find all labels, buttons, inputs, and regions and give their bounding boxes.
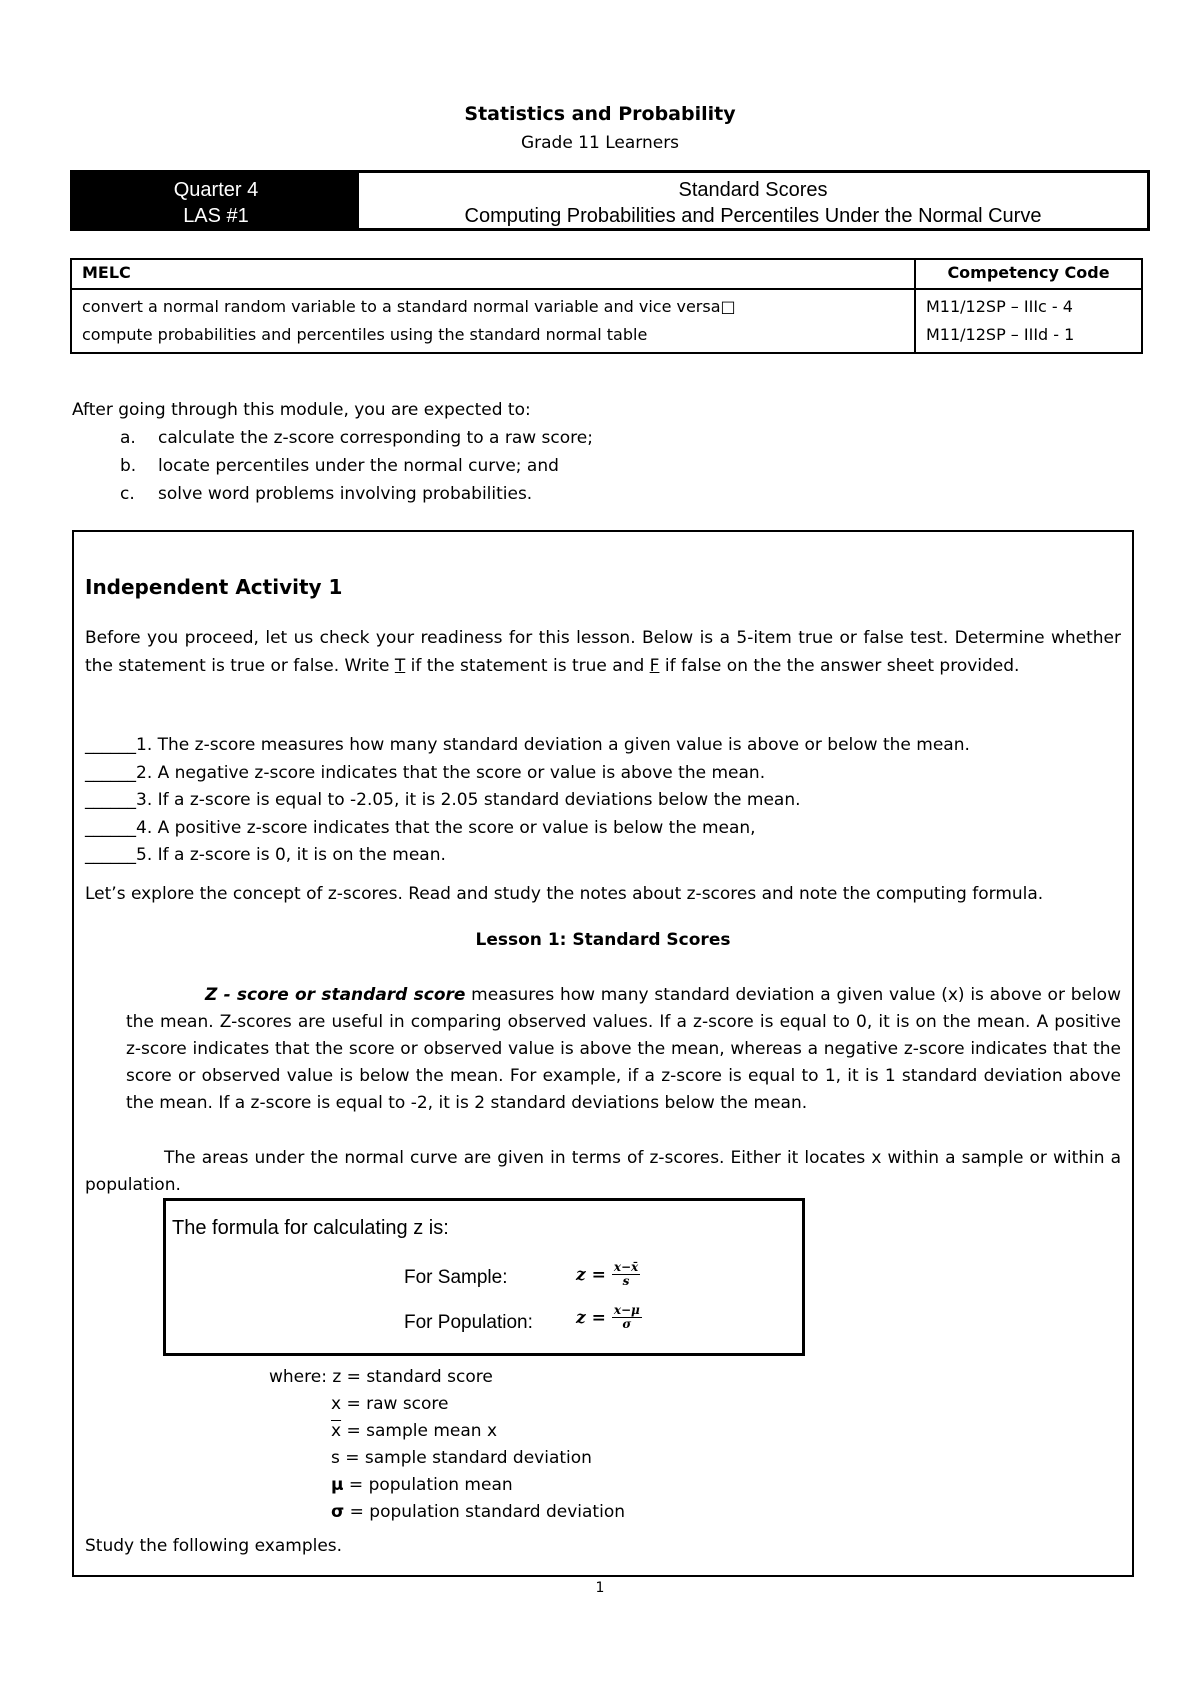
sigma-symbol: σ: [331, 1502, 345, 1522]
competency-code: M11/12SP – IIId - 1: [926, 325, 1075, 344]
zscore-definition: [85, 982, 1121, 1117]
table-header-row: [71, 259, 1142, 289]
instructions-text: if false on the the answer sheet provided.: [659, 656, 1020, 676]
activity-heading: Independent Activity 1: [85, 575, 343, 599]
item-text: 2. A negative z-score indicates that the score or value is above the mean.: [136, 762, 766, 783]
numerator: x−x̄: [613, 1260, 639, 1274]
variable-definitions: [269, 1364, 625, 1526]
answer-blank: ______: [85, 817, 136, 838]
table-row: [71, 289, 1142, 353]
objectives: [72, 396, 593, 508]
denominator: s: [622, 1274, 630, 1288]
definition-z: where: z = standard score: [269, 1367, 493, 1387]
definition-s: s = sample standard deviation: [331, 1448, 592, 1468]
fraction: [612, 1304, 642, 1331]
melc-text: compute probabilities and percentiles using the standard normal table: [82, 325, 648, 344]
answer-blank: ______: [85, 762, 136, 783]
definition-xbar: [269, 1418, 625, 1445]
fraction: [612, 1261, 640, 1288]
list-text: locate percentiles under the normal curve; and: [158, 456, 559, 476]
z-equals: z =: [576, 1307, 606, 1328]
code-cell: [915, 289, 1142, 353]
numerator: x−μ: [613, 1303, 640, 1317]
list-letter: b.: [120, 456, 137, 476]
definition-x: x = raw score: [331, 1394, 449, 1414]
melc-cell: [71, 289, 915, 353]
document-subtitle: Grade 11 Learners: [520, 133, 680, 153]
answer-blank: ______: [85, 735, 136, 755]
list-item: [72, 424, 593, 452]
definition-text: x: [486, 1421, 498, 1441]
mu-symbol: μ: [331, 1475, 344, 1495]
formula-heading: The formula for calculating z is:: [172, 1217, 449, 1239]
item-text: 1. The z-score measures how many standard deviation a given value is above or below the mean.: [136, 735, 970, 755]
sample-formula: [576, 1261, 640, 1288]
xbar-symbol: $\overline{x}$: [331, 1421, 342, 1441]
population-formula: [576, 1304, 642, 1331]
document-title: Statistics and Probability: [464, 103, 736, 125]
banner-quarter-cell: [73, 173, 359, 228]
explore-text: Let’s explore the concept of z-scores. Read and study the notes about z-scores and note the computing formula.: [85, 884, 1044, 904]
z-equals: z =: [576, 1264, 606, 1285]
activity-box: [72, 530, 1134, 1577]
list-letter: c.: [120, 484, 135, 504]
definition-sigma: [269, 1499, 625, 1526]
sample-label: For Sample:: [404, 1267, 508, 1288]
false-letter: F: [649, 656, 660, 676]
instructions-text: Before you proceed, let us check your readiness for this lesson. Below is a 5-item true or false test. Determine whether the statement is true or false. Write: [85, 628, 1121, 676]
list-text: calculate the z-score corresponding to a raw score;: [158, 428, 593, 448]
formula-box: [163, 1198, 805, 1356]
page-number: 1: [595, 1580, 605, 1596]
list-text: solve word problems involving probabilities.: [158, 484, 533, 504]
list-letter: a.: [120, 428, 136, 448]
true-false-list: [85, 732, 970, 870]
definition-text: = population standard deviation: [344, 1502, 625, 1522]
quarter-label: Quarter 4: [173, 179, 259, 201]
list-item: [85, 760, 970, 788]
competency-code-header: Competency Code: [915, 259, 1142, 289]
study-examples-text: Study the following examples.: [85, 1536, 343, 1556]
competency-code: M11/12SP – IIIc - 4: [926, 297, 1073, 316]
banner-topic-cell: [359, 173, 1147, 228]
melc-table: [70, 258, 1143, 354]
list-item: [85, 732, 970, 760]
list-item: [85, 842, 970, 870]
lesson-title: Lesson 1: Standard Scores: [475, 930, 731, 950]
melc-text: convert a normal random variable to a standard normal variable and vice versa□: [82, 297, 736, 316]
activity-instructions: [85, 624, 1121, 680]
lesson-banner: [70, 170, 1150, 231]
answer-blank: ______: [85, 845, 136, 865]
population-label: For Population:: [404, 1312, 533, 1333]
list-item: [85, 815, 970, 843]
definition-text: measures how many standard deviation a given value (x) is above or below the mean. Z-scores are useful in comparing observed values. If a z-score is equal to 0, it is on the mean. A positive z-score indicates that the score or observed value is above the mean, whereas a negative z-score indicates that the score or observed value is below the mean. For example, if a z-score is equal to 1, it is 1 standard deviation above the mean. If a z-score is equal to -2, it is 2 standard deviations below the mean.: [126, 985, 1121, 1113]
instructions-text: if the statement is true and: [405, 656, 650, 676]
areas-paragraph: The areas under the normal curve are given in terms of z-scores. Either it locates x within a sample or within a population.: [85, 1148, 1121, 1195]
denominator: σ: [622, 1317, 632, 1331]
definition-mu: [269, 1472, 625, 1499]
item-text: 5. If a z-score is 0, it is on the mean.: [136, 845, 446, 865]
subtopic-label: Computing Probabilities and Percentiles Under the Normal Curve: [464, 205, 1042, 227]
item-text: 3. If a z-score is equal to -2.05, it is 2.05 standard deviations below the mean.: [136, 790, 801, 810]
list-item: [85, 787, 970, 815]
objectives-intro: After going through this module, you are expected to:: [72, 400, 531, 420]
true-letter: T: [394, 656, 406, 676]
item-text: 4. A positive z-score indicates that the score or value is below the mean,: [136, 817, 756, 838]
las-label: LAS #1: [183, 205, 249, 227]
definition-text: = population mean: [343, 1475, 513, 1495]
list-item: [72, 480, 593, 508]
topic-label: Standard Scores: [678, 179, 828, 201]
zscore-term: Z - score or standard score: [205, 985, 466, 1005]
list-item: [72, 452, 593, 480]
melc-header: MELC: [71, 259, 915, 289]
definition-text: = sample mean: [341, 1421, 487, 1441]
answer-blank: ______: [85, 790, 136, 810]
